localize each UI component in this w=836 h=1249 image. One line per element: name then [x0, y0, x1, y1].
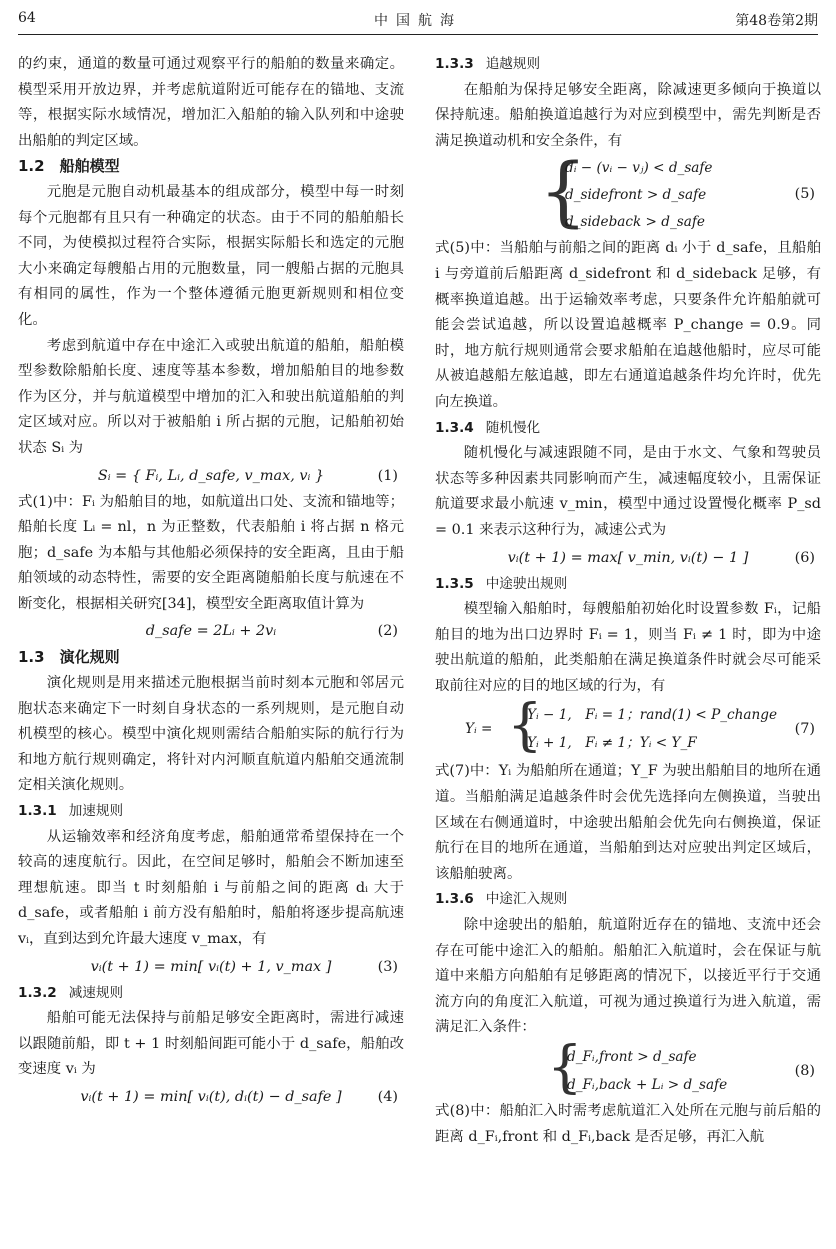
paragraph: 随机慢化与减速跟随不同，是由于水文、气象和驾驶员状态等多种因素共同影响而产生，减速幅度较小，且需保证航道要求最小航速 v_min，模型中通过设置慢化概率 P_sd = 0.1 来表示这种行为，减速公式为: [435, 445, 821, 538]
subsection-heading: [435, 416, 821, 442]
subsection-title: 减速规则: [68, 984, 124, 1001]
equation-line: d_sidefront > d_safe: [565, 187, 707, 204]
equation-3: [18, 953, 404, 981]
equation-number: (7): [794, 721, 815, 738]
paragraph: 式(5)中：当船舶与前船之间的距离 dᵢ 小于 d_safe，且船舶 i 与旁道前后船距离 d_sidefront 和 d_sideback 足够，有概率换道追越。出于运输效率考虑，只要条件允许船舶就可能会尝试追越，所以设置追越概率 P_change = 0.9。同时，地方航行规则通常会要求船舶在追越他船时，应尽可能从被追越船左舷追越，即左右通道追越条件均允许时，优先向左换道。: [435, 240, 821, 410]
subsection-heading: [18, 799, 404, 825]
subsection-number: 1.3.3: [435, 56, 474, 72]
equation-body: vᵢ(t + 1) = min[ vᵢ(t) + 1, v_max ]: [90, 958, 332, 975]
paragraph: 演化规则是用来描述元胞根据当前时刻本元胞和邻居元胞状态来确定下一时刻自身状态的一系列规则，是元胞自动机模型的核心。模型中演化规则需结合船舶实际的航行行为和地方航行规则确定，将针对内河顺直航道内船舶交通流制定相关演化规则。: [18, 675, 404, 794]
equation-4: [18, 1083, 404, 1111]
subsection-number: 1.3.5: [435, 575, 474, 592]
equation-line: dᵢ − (vᵢ − vⱼ) < d_safe: [565, 160, 713, 177]
subsection-number: 1.3.2: [18, 984, 57, 1001]
paragraph: 考虑到航道中存在中途汇入或驶出航道的船舶，船舶模型参数除船舶长度、速度等基本参数，增加船舶目的地参数作为区分，并与航道模型中增加的汇入和驶出航道船舶的判定区域对应。所以对于被船舶 i 所占据的元胞，记船舶初始状态 Sᵢ 为: [18, 337, 404, 456]
equation-number: (2): [377, 623, 398, 640]
paragraph: 在船舶为保持足够安全距离，除减速更多倾向于换道以保持航速。船舶换道追越行为对应到模型中，需先判断是否满足换道动机和安全条件，有: [435, 81, 821, 149]
equation-7: [435, 693, 821, 759]
subsection-heading: [435, 52, 821, 78]
page-header: [18, 8, 818, 35]
equation-body: vᵢ(t + 1) = min[ vᵢ(t), dᵢ(t) − d_safe ]: [80, 1088, 342, 1105]
paragraph: 除中途驶出的船舶，航道附近存在的锚地、支流中还会存在可能中途汇入的船舶。船舶汇入航道时，会在保证与航道中来船方向船舶有足够距离的情况下，以接近平行于交通流方向的角度汇入航道，可视为通过换道行为进入航道，需满足汇入条件：: [435, 917, 821, 1036]
equation-body: d_safe = 2Lᵢ + 2vᵢ: [145, 623, 277, 640]
paragraph: 式(1)中：Fᵢ 为船舶目的地，如航道出口处、支流和锚地等；船舶长度 Lᵢ = nl，n 为正整数，代表船舶 i 将占据 n 格元胞；d_safe 为本船与其他船必须保持的安全距离，且由于船舶领域的动态特性，需要的安全距离随船舶长度与航速在不断变化，根据相关研究[34]，模型安全距离取值计算为: [18, 493, 404, 612]
subsection-number: 1.3.4: [435, 419, 474, 436]
subsection-title: 中途汇入规则: [485, 891, 568, 908]
equation-line: d_Fᵢ,front > d_safe: [567, 1049, 697, 1065]
equation-number: (6): [794, 549, 815, 566]
equation-6: [435, 544, 821, 572]
equation-number: (5): [794, 186, 815, 203]
right-column: [435, 52, 821, 1150]
paragraph: 船舶可能无法保持与前船足够安全距离时，需进行减速以跟随前船，即 t + 1 时刻船间距可能小于 d_safe，船舶改变速度 vᵢ 为: [18, 1010, 404, 1078]
equation-number: (8): [794, 1063, 815, 1079]
equation-5: [435, 146, 821, 236]
equation-number: (3): [377, 958, 398, 975]
equation-number: (1): [377, 467, 398, 484]
equation-number: (4): [377, 1088, 398, 1105]
subsection-title: 追越规则: [485, 56, 541, 72]
equation-line: d_Fᵢ,back + Lᵢ > d_safe: [567, 1077, 728, 1093]
paragraph: 式(7)中：Yᵢ 为船舶所在通道；Y_F 为驶出船舶目的地所在通道。当船舶满足追越条件时会优先选择向左侧换道，当驶出区域在右侧通道时，中途驶出船舶会优先向右侧换道，保证航行在目的地所在通道，当船舶到达对应驶出判定区域后，该船舶驶离。: [435, 763, 821, 882]
volume-issue: 第48卷第2期: [735, 13, 818, 29]
left-brace: {: [539, 146, 588, 236]
subsection-title: 中途驶出规则: [485, 575, 568, 592]
subsection-heading: [18, 981, 404, 1007]
page-number: 64: [18, 10, 36, 26]
equation-line: Yᵢ + 1, Fᵢ ≠ 1；Yᵢ < Y_F: [527, 735, 697, 752]
paragraph: 模型输入船舶时，每艘船舶初始化时设置参数 Fᵢ，记船舶目的地为出口边界时 Fᵢ = 1，则当 Fᵢ ≠ 1 时，即为中途驶出航道的船舶，此类船舶在满足换道条件时就会尽可能采取前往对应的目的地区域的行为，有: [435, 601, 821, 694]
equation-8: [435, 1035, 821, 1100]
paragraph: 的约束，通道的数量可通过观察平行的船舶的数量来确定。模型采用开放边界，并考虑航道附近可能存在的锚地、支流等，根据实际水域情况，增加汇入船舶的输入队列和中途驶出船舶的判定区域。: [18, 56, 404, 149]
equation-line: d_sideback > d_safe: [565, 214, 705, 231]
subsection-title: 随机慢化: [485, 419, 541, 436]
equation-body: Sᵢ = { Fᵢ, Lᵢ, d_safe, v_max, vᵢ }: [97, 467, 325, 484]
subsection-heading: [435, 572, 821, 598]
paragraph: 式(8)中：船舶汇入时需考虑航道汇入处所在元胞与前后船的距离 d_Fᵢ,front 和 d_Fᵢ,back 是否足够，再汇入航: [435, 1103, 821, 1145]
equation-1: [18, 462, 404, 490]
left-column: [18, 52, 404, 1111]
journal-name: 中国航海: [374, 13, 462, 29]
paragraph: 元胞是元胞自动机最基本的组成部分，模型中每一时刻每个元胞都有且只有一种确定的状态。由于不同的船舶船长不同，为使模拟过程符合实际，根据实际船长和选定的元胞大小来确定每艘船占用的元胞数量，同一艘船占据的元胞具有相同的属性，作为一个整体遵循元胞更新规则和相位变化。: [18, 183, 404, 328]
equation-body: vᵢ(t + 1) = max[ v_min, vᵢ(t) − 1 ]: [507, 549, 749, 566]
equation-lhs: Yᵢ =: [465, 721, 493, 738]
equation-line: Yᵢ − 1, Fᵢ = 1；rand(1) < P_change: [527, 707, 778, 724]
left-brace: {: [507, 693, 543, 759]
subsection-number: 1.3.1: [18, 803, 57, 820]
equation-2: [18, 617, 404, 645]
subsection-number: 1.3.6: [435, 891, 474, 908]
subsection-heading: [435, 887, 821, 913]
subsection-title: 加速规则: [68, 803, 124, 820]
paragraph: 从运输效率和经济角度考虑，船舶通常希望保持在一个较高的速度航行。因此，在空间足够时，船舶会不断加速至理想航速。即当 t 时刻船舶 i 与前船之间的距离 dᵢ 大于 d_safe，或者船舶 i 前方没有船舶时，船舶将逐步提高航速 vᵢ，直到达到允许最大速度 v_max，有: [18, 828, 404, 947]
left-brace: {: [547, 1035, 583, 1100]
section-heading: 1.2 船舶模型: [18, 157, 120, 176]
section-heading: 1.3 演化规则: [18, 648, 120, 667]
